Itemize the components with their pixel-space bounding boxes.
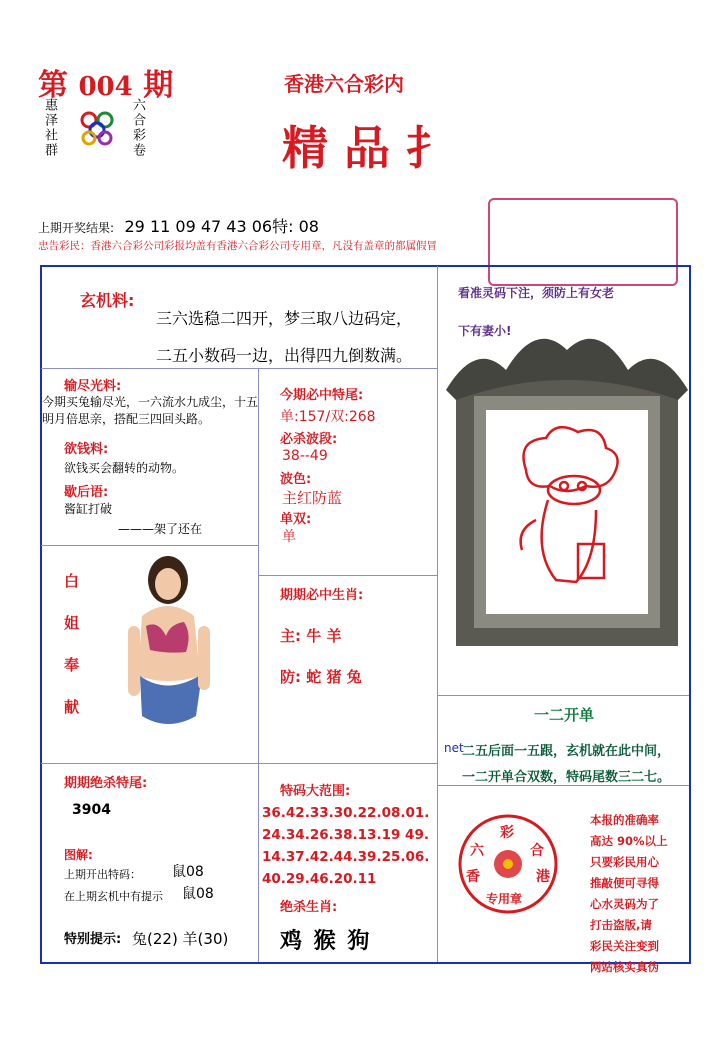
shengxiao-guard: 防: 蛇 猪 兔	[280, 668, 362, 686]
shujin-label: 输尽光料:	[64, 379, 122, 394]
beauty-char-2: 姐	[64, 614, 80, 632]
fanwei-row-4: 40.29.46.20.11	[262, 871, 377, 887]
color-value: 主红防蓝	[282, 489, 343, 507]
accuracy-line-7: 彩民关注变到	[590, 939, 659, 953]
divider-left-low	[41, 763, 437, 764]
header-title: 精品扌	[282, 121, 468, 175]
jueshasheng-value: 鸡 猴 狗	[280, 928, 372, 954]
shengxiao-main: 主: 牛 羊	[280, 627, 342, 645]
yier-line1: 二五后面一五跟，玄机就在此中间，	[462, 744, 671, 759]
accuracy-line-5: 心水灵码为了	[590, 897, 659, 911]
frame-left	[40, 265, 42, 964]
vertical-text-left: 惠泽社群	[42, 98, 57, 158]
ornate-frame-cartoon	[446, 320, 688, 654]
stamp-placeholder-box	[488, 198, 678, 286]
tujie-line2-value: 鼠08	[182, 886, 214, 902]
right-line2: 下有妻小!	[458, 324, 512, 338]
fanwei-row-3: 14.37.42.44.39.25.06.	[262, 849, 430, 865]
seal-left: 六	[470, 843, 484, 859]
color-label: 波色:	[280, 472, 312, 487]
issue-number: 004	[78, 72, 133, 102]
xuanji-line2: 二五小数码一边，出得四九倒数满。	[156, 346, 413, 365]
logo-rings-icon	[78, 108, 118, 148]
xiehouyu-line2: ———架了还在	[118, 522, 203, 536]
divider-mid-col	[259, 575, 437, 576]
beauty-char-4: 献	[64, 698, 80, 716]
bijie-danshuang: 单:157/双:268	[280, 409, 376, 425]
bo-value: 38--49	[282, 448, 328, 464]
xiehouyu-label: 歇后语:	[64, 485, 109, 500]
accuracy-line-6: 打击盗版,请	[590, 918, 652, 932]
issue-prefix: 第	[38, 68, 68, 103]
vertical-text-right: 六合彩卷	[130, 98, 145, 158]
tujie-line2-label: 在上期玄机中有提示	[64, 890, 163, 903]
accuracy-line-8: 网站核实真伪	[590, 960, 659, 974]
frame-right	[689, 265, 691, 964]
fanwei-row-2: 24.34.26.38.13.19 49.	[262, 827, 429, 843]
xuanji-label: 玄机料:	[80, 291, 135, 310]
fanwei-label: 特码大范围:	[280, 784, 351, 799]
yuqian-text: 欲钱买会翻转的动物。	[64, 461, 185, 475]
fanwei-rows	[262, 802, 429, 890]
shujin-text: 今期买兔输尽光，一六流水九成尘，十五明月倍思亲，搭配三四回头路。	[42, 395, 259, 426]
fanwei-row-1: 36.42.33.30.22.08.01.	[262, 805, 430, 821]
divider-vertical-main	[437, 266, 438, 962]
frame-top	[40, 265, 691, 267]
beauty-char-3: 奉	[64, 656, 80, 674]
xuanji-line1: 三六选稳二四开，梦三取八边码定，	[156, 309, 413, 328]
beauty-chars	[64, 560, 84, 728]
juesha-value: 3904	[72, 802, 111, 818]
tebie-label: 特别提示:	[64, 932, 122, 947]
results-row	[38, 214, 319, 237]
odd-label: 单双:	[280, 512, 312, 527]
shengxiao-label: 期期必中生肖:	[280, 588, 364, 603]
issue-suffix: 期	[143, 68, 174, 103]
accuracy-line-2: 高达 90%以上	[590, 834, 668, 848]
notice-text: 忠告彩民：香港六合彩公司彩报均盖有香港六合彩公司专用章，凡没有盖章的都属假冒	[38, 240, 437, 252]
seal-bottom-right: 港	[536, 869, 550, 885]
accuracy-line-4: 推敲便可寻得	[590, 876, 659, 890]
odd-value: 单	[282, 529, 296, 545]
tujie-label: 图解:	[64, 848, 93, 862]
divider-col	[258, 368, 259, 962]
accuracy-line-1: 本报的准确率	[590, 813, 659, 827]
seal-top: 彩	[500, 825, 514, 841]
beauty-char-1: 白	[64, 572, 80, 590]
juesha-label: 期期绝杀特尾:	[64, 776, 148, 791]
accuracy-line-3: 只要彩民用心	[590, 855, 659, 869]
tujie-line1-value: 鼠08	[172, 864, 204, 880]
accuracy-text	[590, 810, 686, 978]
yier-prefix: net	[444, 741, 464, 755]
tebie-value: 兔(22) 羊(30)	[132, 930, 229, 948]
seal-bottom-left: 香	[466, 869, 480, 885]
right-line1: 看准灵码下注，须防上有女老	[458, 286, 615, 300]
seal-right: 合	[530, 843, 544, 859]
xiehouyu-line1: 酱缸打破	[64, 502, 113, 516]
results-numbers: 29 11 09 47 43 06特: 08	[124, 217, 319, 236]
yuqian-label: 欲钱料:	[64, 442, 109, 457]
results-label: 上期开奖结果:	[38, 221, 115, 235]
bo-label: 必杀波段:	[280, 432, 338, 447]
divider-right-low	[437, 785, 689, 786]
header-subtitle: 香港六合彩内	[284, 72, 404, 96]
tujie-line1-label: 上期开出特码：	[64, 868, 141, 881]
divider-left-mid	[41, 545, 258, 546]
yier-line2: 一二开单合双数，特码尾数三二七。	[462, 770, 671, 785]
bijie-title: 今期必中特尾:	[280, 388, 364, 403]
divider-xuanji	[41, 368, 437, 369]
yier-title: 一二开单	[534, 706, 595, 724]
seal-band: 专用章	[486, 892, 523, 906]
jueshasheng-label: 绝杀生肖:	[280, 900, 338, 915]
model-photo	[122, 556, 214, 742]
divider-right-mid	[437, 695, 689, 696]
